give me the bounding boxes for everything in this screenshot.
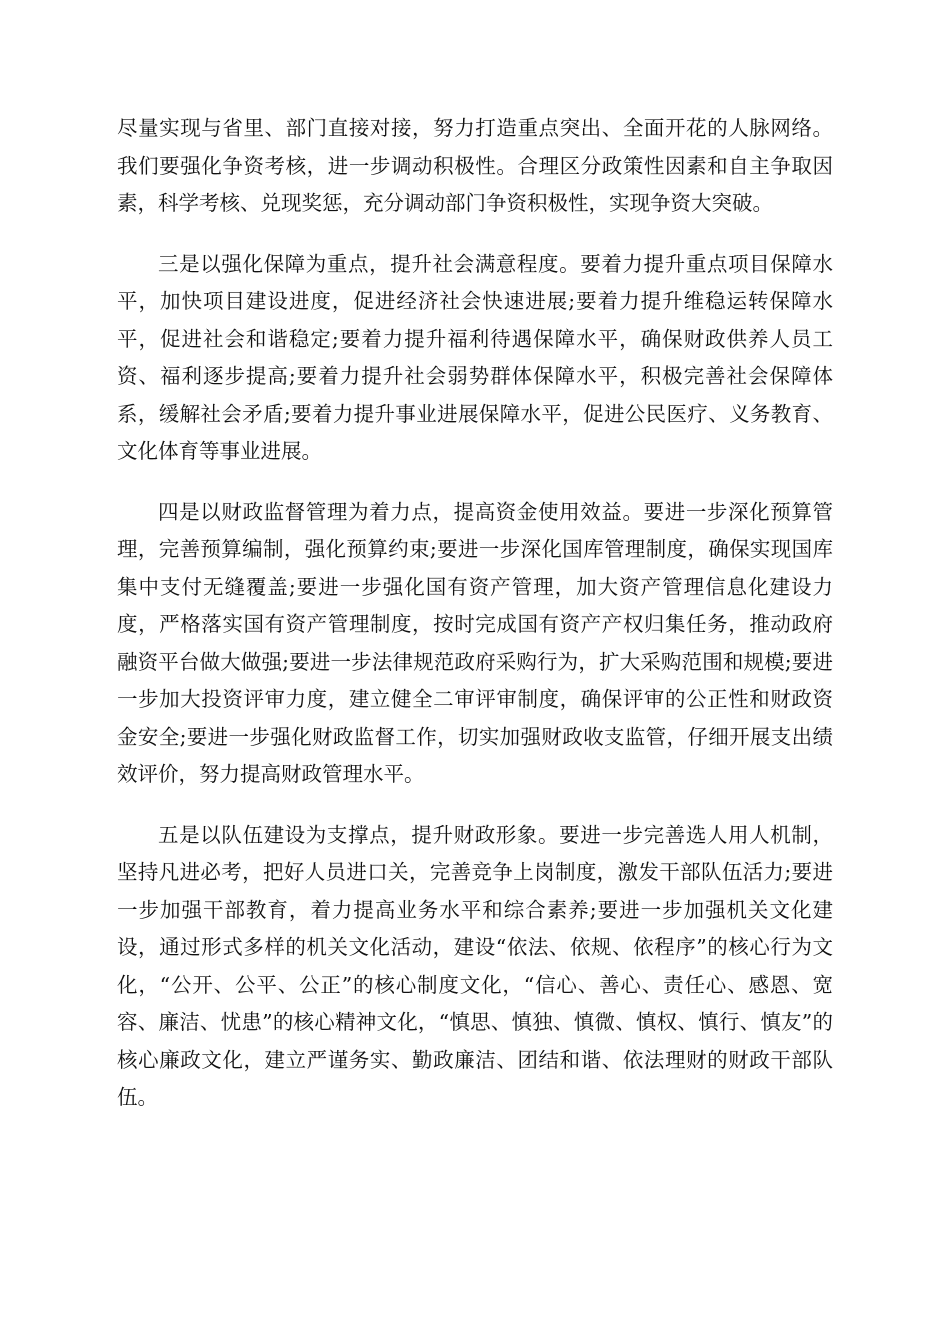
paragraph-three-guarantee: 三是以强化保障为重点，提升社会满意程度。要着力提升重点项目保障水平，加快项目建设进度，促进经济社会快速进展;要着力提升维稳运转保障水平，促进社会和谐稳定;要着力提升福利待遇保障水平，确保财政供养人员工资、福利逐步提高;要着力提升社会弱势群体保障水平，积极完善社会保障体系，缓解社会矛盾;要着力提升事业进展保障水平，促进公民医疗、义务教育、文化体育等事业进展。 — [117, 251, 833, 463]
paragraph-five-team-building: 五是以队伍建设为支撑点，提升财政形象。要进一步完善选人用人机制，坚持凡进必考，把好人员进口关，完善竞争上岗制度，激发干部队伍活力;要进一步加强干部教育，着力提高业务水平和综合素养;要进一步加强机关文化建设，通过形式多样的机关文化活动，建设“依法、依规、依程序”的核心行为文化，“公开、公平、公正”的核心制度文化，“信心、善心、责任心、感恩、宽容、廉洁、忧患”的核心精神文化，“慎思、慎独、慎微、慎权、慎行、慎友”的核心廉政文化，建立严谨务实、勤政廉洁、团结和谐、依法理财的财政干部队伍。 — [117, 822, 833, 1109]
paragraph-four-supervision: 四是以财政监督管理为着力点，提高资金使用效益。要进一步深化预算管理，完善预算编制，强化预算约束;要进一步深化国库管理制度，确保实现国库集中支付无缝覆盖;要进一步强化国有资产管理，加大资产管理信息化建设力度，严格落实国有资产管理制度，按时完成国有资产产权归集任务，推动政府融资平台做大做强;要进一步法律规范政府采购行为，扩大采购范围和规模;要进一步加大投资评审力度，建立健全二审评审制度，确保评审的公正性和财政资金安全;要进一步强化财政监督工作，切实加强财政收支监管，仔细开展支出绩效评价，努力提高财政管理水平。 — [117, 499, 833, 786]
paragraph-continuation: 尽量实现与省里、部门直接对接，努力打造重点突出、全面开花的人脉网络。我们要强化争资考核，进一步调动积极性。合理区分政策性因素和自主争取因素，科学考核、兑现奖惩，充分调动部门争资积极性，实现争资大突破。 — [117, 116, 833, 215]
document-body — [117, 110, 833, 1140]
